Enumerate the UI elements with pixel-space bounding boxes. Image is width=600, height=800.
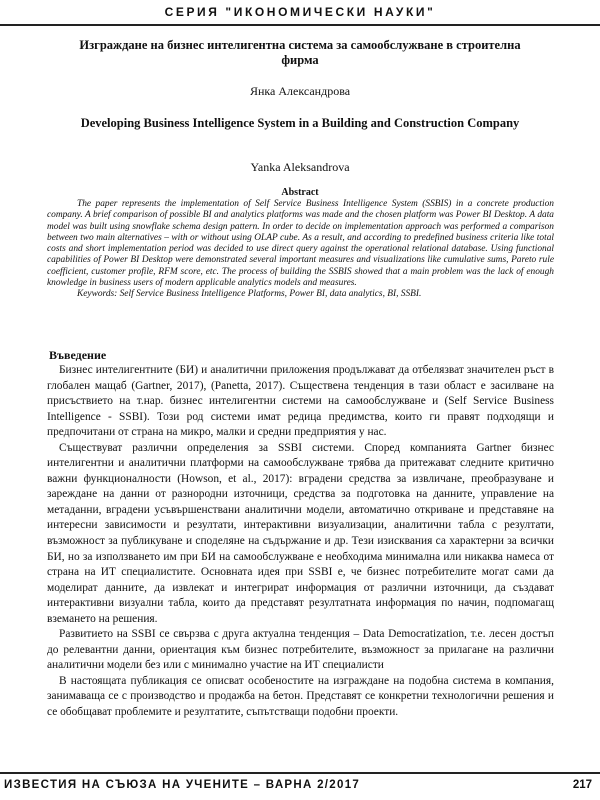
body-paragraph: Съществуват различни определения за SSBI системи. Според компанията Gartner бизнес интелигентни и аналитични платформи на самообслужване трябва да притежават следните критично важни функционалности (Howson, et al., 2017): вградени средства за извличане, преобразуване и зареждане на данни от разнородни източници, средства за подготовка на данните, управление на метаданни, вградени усъвършенствани аналитични модели, автоматично откриване и представяне на интересни зависимости и резултати, интерактивни визуализации, аналитични табла с резултати, възможност за публикуване и споделяне на съдържание и др. Тези изисквания са характерни за всички БИ, но за използването им при БИ на самообслужване е необходима минимална или никаква намеса от страна на ИТ специалистите. Основната идея при SSBI е, че бизнес потребителите могат сами да моделират данните, да извлекат и интегрират информация от различни източници, да създават интерактивни визуални табла, които да представят резултатната информация по начин, подпомагащ вземането на решения. <box>47 441 554 625</box>
abstract-heading: Abstract <box>281 187 319 198</box>
page-number: 217 <box>572 779 592 791</box>
body-paragraph: Развитието на SSBI се свързва с друга актуална тенденция – Data Democratization, т.е. лесен достъп до релевантни данни, ориентация към бизнес потребителите, възможност за прилагане на различни аналитични модели без или с минимално участие на ИТ специалисти <box>47 628 554 672</box>
abstract-keywords: Keywords: Self Service Business Intelligence Platforms, Power BI, data analytics, BI, SSBI. <box>77 289 422 300</box>
author-name-bulgarian: Янка Александрова <box>249 84 351 98</box>
body-paragraph: Бизнес интелигентните (БИ) и аналитични приложения продължават да отбелязват значителен ръст в глобален мащаб (Gartner, 2017), (Panetta, 2017). Съществена тенденция в тази област е засилване на присъствието на т.нар. бизнес интелигентни системи на самообслужване и (Self Service Business Intelligence - SSBI). Този род системи имат редица предимства, които ги правят подходящи и предпочитани от страна на микро, малки и средни предприятия у нас. <box>47 364 554 439</box>
series-header: СЕРИЯ "ИКОНОМИЧЕСКИ НАУКИ" <box>0 4 600 26</box>
page-footer <box>0 772 600 796</box>
paper-title-english: Developing Business Intelligence System in a Building and Construction Company <box>80 116 520 130</box>
section-heading: Въведение <box>49 348 107 362</box>
abstract-block <box>47 199 554 301</box>
abstract-text: The paper represents the implementation of Self Service Business Intelligence System (SSBIS) in a concrete production company. A brief comparison of possible BI and analytics platforms was made and the chosen platform was Power BI Desktop. A data model was built using snowflake schema design pattern. In order to decide on implementation approach was performed a comparison between two main alternatives – with or without using OLAP cube. As a result, and according to predefined business criteria like total costs and short implementation period was decided to use direct query against the operational relational database. Using functional capabilities of Power BI Desktop were demonstrated several important measures and visualizations like cumulative sums, Pareto rule coefficient, customer profile, RFM score, etc. The process of building the SSBIS showed that a main problem was the lack of enough knowledge in business users of modern applicable analytics models and measures. <box>47 199 554 289</box>
paper-title-bulgarian: Изграждане на бизнес интелигентна система за самообслужване в строителна фирма <box>79 38 521 67</box>
introduction-section <box>47 348 554 721</box>
author-name-english: Yanka Aleksandrova <box>250 160 350 174</box>
body-paragraph: В настоящата публикация се описват особеностите на изграждане на подобна система в компания, занимаваща се с производство и продажба на бетон. Представят се конкретни технологични решения и се обобщават проблемите и резултатите, съпътстващи подобни проекти. <box>47 674 554 719</box>
journal-name: ИЗВЕСТИЯ НА СЪЮЗА НА УЧЕНИТЕ – ВАРНА 2/2017 <box>4 779 361 791</box>
